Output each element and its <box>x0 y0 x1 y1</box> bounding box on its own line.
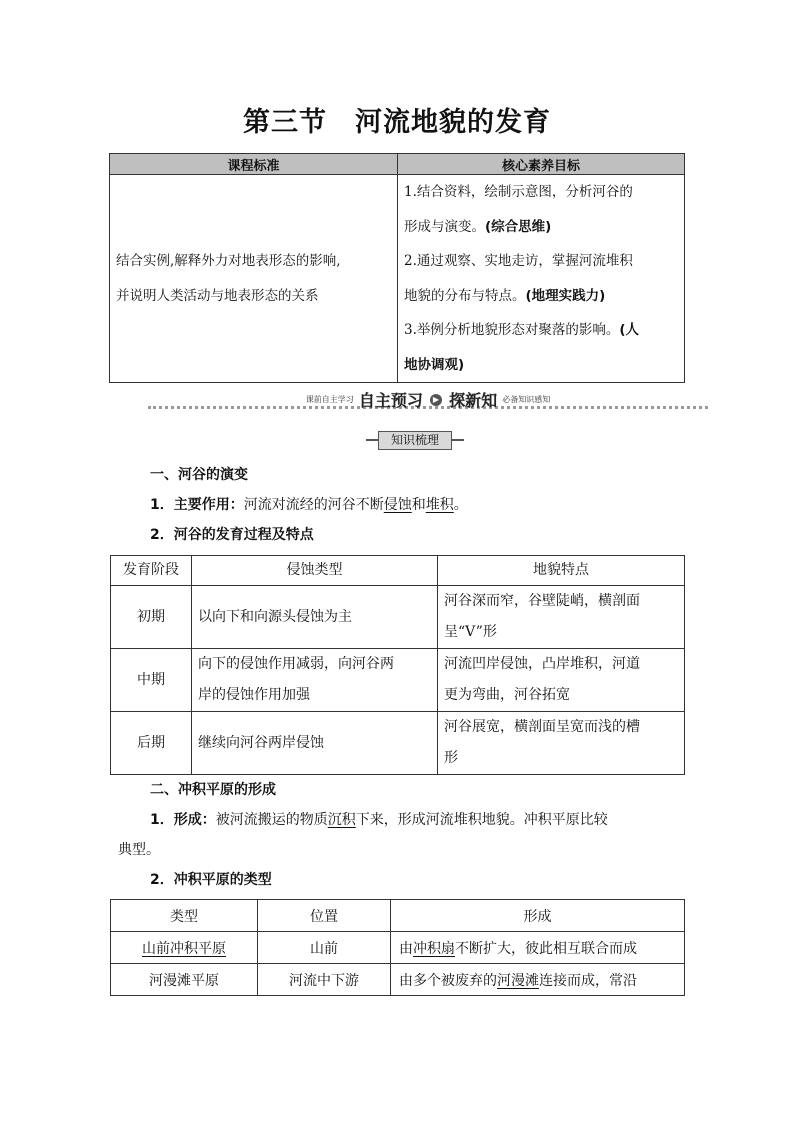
plain-types-table <box>110 899 685 996</box>
knowledge-tag-label: 知识梳理 <box>378 431 452 450</box>
table-row: 山前冲积平原 山前 由冲积扇不断扩大，彼此相互联合而成 <box>111 932 685 964</box>
section2-item1-cont: 典型。 <box>118 842 160 858</box>
standards-table <box>109 153 685 383</box>
curriculum-line: 结合实例,解释外力对地表形态的影响, <box>116 253 341 269</box>
banner-arrow-icon: ▶ <box>430 394 442 406</box>
section2-item2: 2．冲积平原的类型 <box>150 872 272 888</box>
page-title: 第三节 河流地貌的发育 <box>243 107 551 138</box>
curriculum-line: 并说明人类活动与地表形态的关系 <box>116 287 319 304</box>
literacy-goals-cell <box>398 175 685 383</box>
section2-item1: 1．形成：被河流搬运的物质沉积下来，形成河流堆积地貌。冲积平原比较 <box>150 812 608 828</box>
standards-header-literacy: 核心素养目标 <box>398 154 685 175</box>
standards-header-curriculum: 课程标准 <box>110 154 398 175</box>
plain-header-formation: 形成 <box>391 900 685 932</box>
section2-heading: 二、冲积平原的形成 <box>150 782 276 798</box>
section1-item1: 1．主要作用：河流对流经的河谷不断侵蚀和堆积。 <box>150 497 468 513</box>
table-row: 河漫滩平原 河流中下游 由多个被废弃的河漫滩连接而成，常沿 <box>111 964 685 996</box>
valley-header-stage: 发育阶段 <box>111 556 192 586</box>
goal-line: 1.结合资料，绘制示意图，分析河谷的 <box>404 184 633 200</box>
section1-heading: 一、河谷的演变 <box>150 467 248 483</box>
table-row: 后期 继续向河谷两岸侵蚀 河谷展宽，横剖面呈宽而浅的槽 形 <box>111 712 685 775</box>
knowledge-tag <box>366 431 464 449</box>
banner-left-caption: 课前自主学习 <box>305 395 354 404</box>
plain-header-type: 类型 <box>111 900 258 932</box>
banner-right-caption: 必备知识感知 <box>502 395 551 404</box>
table-row: 中期 向下的侵蚀作用减弱，向河谷两 岸的侵蚀作用加强 河流凹岸侵蚀，凸岸堆积，河道 更为弯曲，河谷拓宽 <box>111 649 685 712</box>
section-banner <box>148 388 708 410</box>
goal-line: 地貌的分布与特点。(地理实践力) <box>404 287 606 304</box>
valley-header-erosion: 侵蚀类型 <box>192 556 438 586</box>
section1-item2: 2．河谷的发育过程及特点 <box>150 527 314 543</box>
plain-header-location: 位置 <box>258 900 391 932</box>
valley-header-feature: 地貌特点 <box>438 556 685 586</box>
goal-line: 3.举例分析地貌形态对聚落的影响。(人 <box>404 322 640 338</box>
goal-line: 形成与演变。(综合思维) <box>404 218 552 235</box>
curriculum-standard-cell <box>110 175 398 383</box>
table-row: 初期 以向下和向源头侵蚀为主 河谷深而窄，谷壁陡峭，横剖面 呈“V”形 <box>111 586 685 649</box>
goal-line: 地协调观) <box>404 356 465 373</box>
banner-title-2: 探新知 <box>449 391 498 410</box>
valley-table <box>110 555 685 775</box>
banner-title-1: 自主预习 <box>358 391 423 410</box>
goal-line: 2.通过观察、实地走访，掌握河流堆积 <box>404 253 633 269</box>
